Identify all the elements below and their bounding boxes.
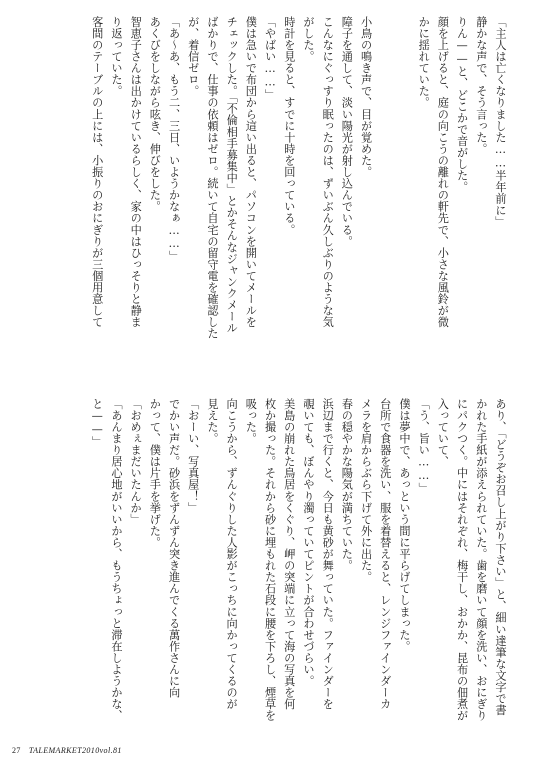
text-line: 僕は夢中で、あっという間に平らげてしまった。 xyxy=(397,398,411,653)
text-line: かって、僕は片手を挙げた。 xyxy=(148,398,162,549)
text-line: あくびをしながら呟き、伸びをした。 xyxy=(148,16,162,213)
text-line: 向こうから、ずんぐりした人影がこっちに向かってくるのが xyxy=(225,398,239,710)
text-line: 障子を通して、淡い陽光が射し込んでいる。 xyxy=(340,16,354,247)
magazine-title: TALEMARKET2010vol.81 xyxy=(28,746,122,755)
lower-text-column xyxy=(88,398,510,743)
text-line: 「う、旨い……」 xyxy=(417,398,431,494)
text-line: 台所で食器を洗い、服を着替えると、レンジファインダーカ xyxy=(378,398,392,710)
text-line: 「あ〜あ、もう二、三日、いようかなぁ……」 xyxy=(167,16,181,263)
text-line: 「あんまり居心地がいいから、もうちょっと滞在しようかな、 xyxy=(109,398,123,722)
text-line: 「やばい……」 xyxy=(263,16,277,101)
text-line: でかい声だ。砂浜をずんずん突き進んでくる萬作さんに向 xyxy=(167,398,181,699)
text-line: 智恵子さんは出かけているらしく、家の中はひっそりと静ま xyxy=(129,16,143,328)
text-line xyxy=(395,16,414,361)
page-number: 27 xyxy=(12,746,21,755)
text-line: 春の穏やかな陽気が満ちていた。 xyxy=(340,398,354,572)
text-line: あり、「どうぞお召し上がり下さい」と、細い達筆な文字で書 xyxy=(494,398,507,716)
text-line: 入っていて、 xyxy=(436,398,450,468)
text-line: 美島の崩れた鳥居をくぐり、岬の突端に立って海の写真を何 xyxy=(282,398,296,710)
text-line: 覗いても、ぼんやり濁っていてピントが合わせづらい。 xyxy=(301,398,315,687)
text-line: 「おめぇまだいたんか」 xyxy=(129,398,143,526)
text-line: 「主人は亡くなりました……半年前に」 xyxy=(494,16,507,228)
text-line: かれた手紙が添えられていた。歯を磨いて顔を洗い、おにぎり xyxy=(474,398,488,722)
upper-text-column xyxy=(88,16,510,361)
text-line: にパクつく。中にはそれぞれ、梅干し、おかか、昆布の佃煮が xyxy=(455,398,469,722)
text-line: 時計を見ると、すでに十時を回っている。 xyxy=(282,16,296,236)
text-line: がした。 xyxy=(302,16,315,63)
text-line: 見えた。 xyxy=(205,398,219,445)
text-line: 浜辺まで行くと、今日も黄砂が舞っていた。ファインダーを xyxy=(321,398,335,710)
text-line: 客間のテーブルの上には、小振りのおにぎりが三個用意して xyxy=(90,16,104,328)
text-line: 枚か撮った。それから砂に埋もれた石段に腰を下ろし、煙草を xyxy=(263,398,277,722)
text-line: 小鳥の鳴き声で、目が覚めた。 xyxy=(359,16,373,178)
text-line: 静かな声で、そう言った。 xyxy=(474,16,488,155)
text-line: かに揺れていた。 xyxy=(417,16,431,109)
text-line: り返っていた。 xyxy=(109,16,123,97)
text-line: こんなにぐっすり眠ったのは、ずいぶん久しぶりのような気 xyxy=(321,16,335,328)
page-footer xyxy=(12,746,122,755)
text-line: 「おーい、写真屋！」 xyxy=(186,398,200,514)
text-line: 吸った。 xyxy=(244,398,258,445)
text-line xyxy=(376,16,395,361)
text-line: チェックした。「不倫相手募集中」とかそんなジャンクメール xyxy=(225,16,239,334)
text-line: が、着信ゼロ。 xyxy=(186,16,200,97)
text-line: 顔を上げると、庭の向こうの離れの軒先で、小さな風鈴が微 xyxy=(436,16,450,328)
text-line: メラを肩からぶら下げて外に出た。 xyxy=(359,398,373,583)
text-line: ばかりで、仕事の依頼はゼロ。続いて自宅の留守電を確認した xyxy=(205,16,219,340)
text-line: と——」 xyxy=(90,398,104,448)
text-line: 僕は急いで布団から這い出ると、パソコンを開いてメールを xyxy=(244,16,258,328)
text-line: りん——と、どこかで音がした。 xyxy=(455,16,469,193)
